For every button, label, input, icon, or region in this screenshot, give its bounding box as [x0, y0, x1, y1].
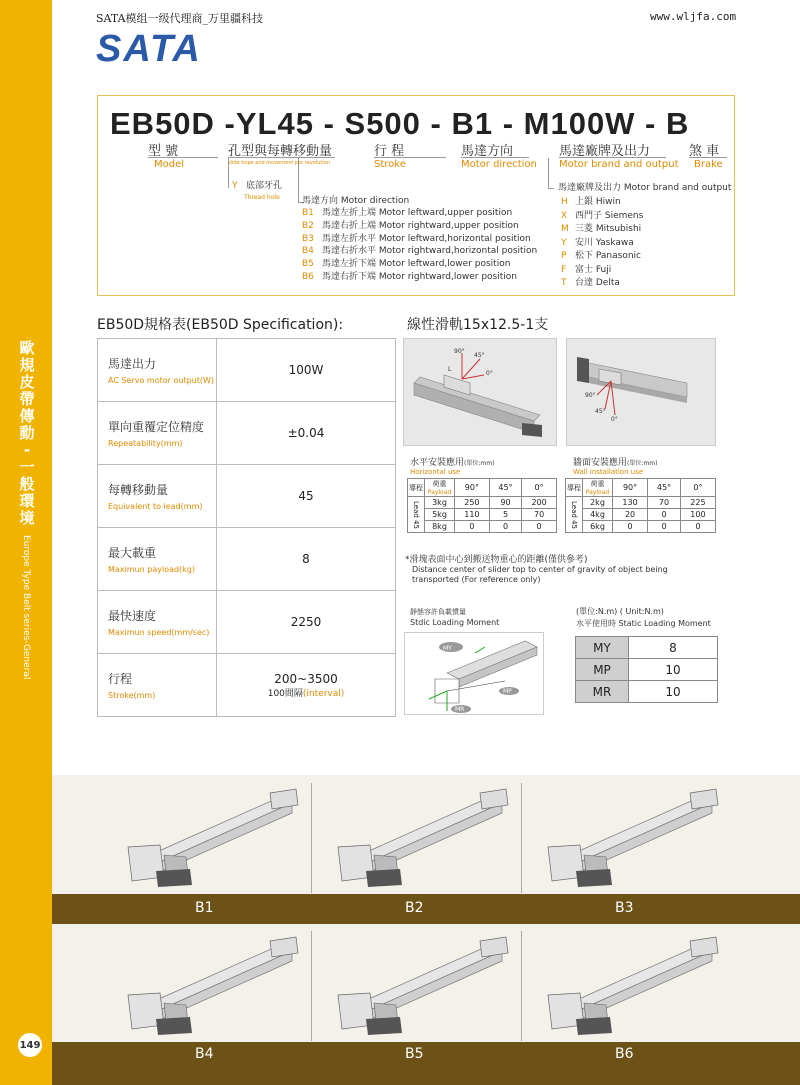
angle-header: 90°	[455, 479, 490, 497]
moment-key: MP	[576, 659, 629, 681]
page-number: 149	[18, 1033, 42, 1057]
brand-text: 西門子 Siemens	[575, 210, 644, 221]
header-distributor: SATA模组一级代理商_万里疆科技	[96, 12, 264, 25]
lead-label: Lead 45	[408, 497, 425, 533]
sidebar-title-char: -	[23, 441, 31, 459]
rail-variant-illustration	[120, 933, 300, 1038]
moment-row	[576, 637, 718, 659]
spec-name	[98, 528, 217, 591]
spec-value	[217, 591, 396, 654]
mini-table-cell: 70	[522, 509, 557, 521]
mini-table-header	[408, 479, 557, 497]
moment-diagram	[404, 632, 544, 715]
rail-variant-illustration	[120, 785, 300, 890]
variant-bar-bottom	[52, 1042, 800, 1085]
mini-table-cell: 5	[489, 509, 521, 521]
wall-angle-45: 45°	[595, 408, 606, 415]
guide-label: 導程	[408, 479, 425, 497]
label-direction-en: Motor direction	[461, 159, 537, 170]
model-code-box	[97, 95, 735, 296]
direction-key: B2	[302, 220, 314, 231]
horizontal-table	[407, 478, 557, 533]
mini-table-cell: 0	[455, 521, 490, 533]
payload-en: Payload	[585, 489, 610, 496]
label-hole-zh: 孔型與每轉移動量	[228, 144, 333, 159]
spec-name-zh: 馬達出力	[108, 357, 157, 371]
mini-table-cell: 250	[455, 497, 490, 509]
spec-row	[98, 528, 396, 591]
spec-name-en: Equivalent to lead(mm)	[108, 502, 203, 511]
variant-label-b3: B3	[615, 900, 634, 916]
spec-name-en: Maximun speed(mm/sec)	[108, 628, 210, 637]
variant-label-b2: B2	[405, 900, 424, 916]
direction-key: B3	[302, 233, 314, 244]
mini-table-cell: 130	[613, 497, 648, 509]
sidebar-title-char: 傳	[19, 407, 35, 425]
payload-en: Payload	[427, 489, 452, 496]
brand-key: H	[561, 197, 568, 207]
spec-name-zh: 最快速度	[108, 609, 157, 623]
spec-name-zh: 最大載重	[108, 546, 157, 560]
spec-value	[217, 339, 396, 402]
mr-label: MR	[455, 706, 465, 713]
angle-header: 90°	[613, 479, 648, 497]
mini-table-cell: 0	[613, 521, 648, 533]
spec-value	[217, 402, 396, 465]
spec-name-zh: 每轉移動量	[108, 483, 169, 497]
horiz-angle-45: 45°	[474, 352, 485, 359]
note-zh: *滑塊表面中心到搬送物重心的距離(僅供參考)	[405, 555, 588, 565]
moment-unit: (單位:N.m) ( Unit:N.m)	[576, 607, 664, 616]
mini-table-cell: 5kg	[425, 509, 455, 521]
brand-key: X	[561, 210, 568, 221]
sidebar-title	[16, 340, 38, 527]
spec-name-en: Maximun payload(kg)	[108, 565, 196, 574]
spec-value-text: 45	[298, 489, 314, 503]
brand-text: 松下 Panasonic	[575, 251, 641, 261]
rail-variant-illustration	[540, 933, 720, 1038]
mini-table-cell: 0	[522, 521, 557, 533]
mini-table-row	[566, 509, 716, 521]
label-brand-zh: 馬達廠牌及出力	[559, 144, 651, 159]
spec-row	[98, 465, 396, 528]
payload-zh: 荷重	[590, 480, 605, 488]
interval-zh: 100間隔	[267, 688, 303, 699]
moment-key: MR	[576, 681, 629, 703]
moment-row	[576, 659, 718, 681]
direction-text: 馬達左折水平 Motor leftward,horizontal position	[322, 233, 531, 244]
header-url[interactable]: www.wljfa.com	[650, 10, 737, 23]
moment-illustration	[405, 633, 545, 716]
spec-row	[98, 339, 396, 402]
mini-table-cell: 8kg	[425, 521, 455, 533]
brand-key: F	[561, 264, 567, 275]
direction-text: 馬達右折下端 Motor rightward,lower position	[322, 271, 517, 282]
spec-row	[98, 654, 396, 717]
spec-title: EB50D規格表(EB50D Specification):	[97, 317, 344, 333]
mini-table-row	[408, 521, 557, 533]
mini-table-cell: 100	[680, 509, 715, 521]
variant-label-b1: B1	[195, 900, 214, 916]
mini-table-cell: 0	[680, 521, 715, 533]
brand-text: 台達 Delta	[575, 278, 620, 288]
direction-text: 馬達右折上端 Motor rightward,upper position	[322, 220, 519, 231]
brand-text: 三菱 Mitsubishi	[575, 224, 642, 234]
variant-label-b4: B4	[195, 1046, 214, 1062]
moment-row	[576, 681, 718, 703]
angle-header: 0°	[522, 479, 557, 497]
payload-header	[583, 479, 613, 497]
mini-table-cell: 6kg	[583, 521, 613, 533]
direction-option	[302, 207, 537, 220]
variant-label-b5: B5	[405, 1046, 424, 1062]
sidebar-title-char: 皮	[19, 373, 35, 391]
mini-table-row	[566, 521, 716, 533]
mini-table-cell: 110	[455, 509, 490, 521]
direction-text: 馬達左折下端 Motor leftward,lower position	[322, 259, 511, 270]
direction-option	[302, 233, 537, 246]
brand-key: T	[561, 278, 567, 288]
sidebar-title-char: 環	[19, 492, 35, 510]
direction-key: B4	[302, 246, 314, 257]
label-stroke-zh: 行 程	[374, 144, 405, 159]
label-brake-zh: 煞 車	[689, 144, 720, 159]
wall-rail-illustration	[567, 339, 717, 447]
direction-text: 馬達右折水平 Motor rightward,horizontal position	[322, 246, 538, 257]
brand-title: 馬達廠牌及出力 Motor brand and output	[558, 183, 732, 193]
direction-title: 馬達方向 Motor direction	[302, 196, 410, 206]
mini-table-row	[408, 497, 557, 509]
sidebar-title-char: 境	[19, 509, 35, 527]
horiz-angle-90: 90°	[454, 348, 465, 355]
my-label: MY	[443, 645, 452, 652]
sidebar-title-char: 歐	[19, 339, 35, 357]
mini-table-cell: 0	[489, 521, 521, 533]
wall-table-title: 牆面安裝應用(單位:mm) Wall installation use	[573, 458, 658, 476]
moment-subtitle: 水平使用時 Static Loading Moment	[576, 619, 711, 628]
angle-header: 45°	[489, 479, 521, 497]
mini-table-cell: 200	[522, 497, 557, 509]
spec-name	[98, 339, 217, 402]
spec-table	[97, 338, 396, 717]
angle-header: 45°	[648, 479, 681, 497]
label-direction-zh: 馬達方向	[461, 144, 514, 159]
note-en-1: Distance center of slider top to center of gravity of object being	[412, 565, 668, 574]
brand-text: 安川 Yaskawa	[575, 237, 634, 248]
moment-title-en: Stdic Loading Moment	[410, 618, 500, 627]
mini-table-cell: 20	[613, 509, 648, 521]
mini-table-cell: 3kg	[425, 497, 455, 509]
horizontal-mount-diagram	[403, 338, 557, 446]
wall-mount-diagram	[566, 338, 716, 446]
mini-table-cell: 4kg	[583, 509, 613, 521]
sidebar-title-char: 般	[19, 475, 35, 493]
label-model-en: Model	[154, 159, 185, 170]
spec-name-en: AC Servo motor output(W)	[108, 376, 215, 385]
brand-option	[561, 210, 643, 224]
spec-name-zh: 單向重覆定位精度	[108, 420, 205, 434]
spec-name	[98, 654, 217, 717]
direction-option	[302, 258, 537, 271]
direction-key: B1	[302, 208, 314, 218]
sidebar-subtitle: Europe Type Belt series-General	[21, 535, 31, 680]
direction-option	[302, 220, 537, 233]
brand-option	[561, 277, 643, 291]
spec-value	[217, 465, 396, 528]
sata-logo: SATA	[96, 28, 202, 70]
model-code: EB50D -YL45 - S500 - B1 - M100W - B	[110, 106, 690, 141]
spec-name	[98, 591, 217, 654]
rail-variant-illustration	[540, 785, 720, 890]
brand-key: P	[561, 251, 567, 261]
mini-table-row	[566, 497, 716, 509]
sidebar-title-char: 規	[19, 356, 35, 374]
mini-table-cell: 0	[648, 509, 681, 521]
moment-value: 10	[629, 681, 718, 703]
spec-value-text: 200~3500	[274, 671, 338, 686]
lead-label: Lead 45	[566, 497, 583, 533]
label-stroke-en: Stroke	[374, 159, 406, 170]
payload-zh: 荷重	[432, 480, 447, 488]
mini-table-cell: 90	[489, 497, 521, 509]
horizontal-rail-illustration	[404, 339, 558, 447]
moment-title-zh: 靜態容許負載慣量	[410, 608, 466, 616]
spec-value-text: 8	[302, 552, 310, 566]
brand-option	[561, 223, 643, 237]
direction-text: 馬達左折上端 Motor leftward,upper position	[322, 208, 513, 218]
spec-name-zh: 行程	[108, 672, 133, 686]
label-model-zh: 型 號	[148, 144, 179, 159]
label-brake-en: Brake	[694, 159, 723, 170]
wall-table	[565, 478, 716, 533]
mini-table-row	[408, 509, 557, 521]
wall-angle-90: 90°	[585, 392, 596, 399]
thread-option: Y 底部牙孔	[232, 181, 283, 191]
brand-option	[561, 264, 643, 278]
mini-table-cell: 0	[648, 521, 681, 533]
direction-option	[302, 271, 537, 284]
rail-variant-illustration	[330, 933, 510, 1038]
spec-name	[98, 465, 217, 528]
variant-bar-top	[52, 894, 800, 924]
moment-value: 8	[629, 637, 718, 659]
spec-value	[217, 528, 396, 591]
payload-header	[425, 479, 455, 497]
sidebar-title-char: 一	[19, 458, 35, 476]
brand-option	[561, 196, 643, 210]
spec-name	[98, 402, 217, 465]
brand-option	[561, 250, 643, 264]
sidebar-title-char: 動	[19, 424, 35, 442]
rail-variant-illustration	[330, 785, 510, 890]
mini-table-header	[566, 479, 716, 497]
spec-row	[98, 402, 396, 465]
spec-name-en: Stroke(mm)	[108, 691, 156, 700]
mp-label: MP	[503, 688, 512, 695]
direction-key: B6	[302, 271, 314, 282]
spec-value-note	[217, 686, 395, 699]
sidebar-title-char: 帶	[19, 390, 35, 408]
moment-table	[575, 636, 718, 703]
spec-value-text: 100W	[288, 363, 324, 377]
mini-table-cell: 225	[680, 497, 715, 509]
note-en-2: transported (For reference only)	[412, 575, 541, 584]
interval-en: (interval)	[302, 688, 345, 699]
angle-header: 0°	[680, 479, 715, 497]
brand-text: 上銀 Hiwin	[575, 197, 621, 207]
spec-value-text: ±0.04	[287, 426, 325, 440]
rail-title: 線性滑軌15x12.5-1支	[407, 317, 549, 333]
moment-key: MY	[576, 637, 629, 659]
brand-key: Y	[561, 237, 567, 248]
label-brand-en: Motor brand and output	[559, 159, 679, 170]
mini-table-cell: 2kg	[583, 497, 613, 509]
mini-table-cell: 70	[648, 497, 681, 509]
brand-option	[561, 237, 643, 251]
brand-key: M	[561, 224, 569, 234]
sidebar	[0, 0, 52, 1085]
spec-value	[217, 654, 396, 717]
moment-value: 10	[629, 659, 718, 681]
horiz-length-label: L	[448, 366, 452, 373]
spec-value-text: 2250	[290, 615, 322, 629]
brand-text: 富士 Fuji	[575, 264, 612, 275]
thread-option-en: Thread hole	[244, 194, 280, 201]
spec-row	[98, 591, 396, 654]
variant-label-b6: B6	[615, 1046, 634, 1062]
wall-angle-0: 0°	[611, 416, 618, 423]
horiz-angle-0: 0°	[486, 370, 493, 377]
guide-label: 導程	[566, 479, 583, 497]
direction-key: B5	[302, 259, 314, 270]
label-hole-en: slide hope and movement per revolution	[228, 160, 330, 166]
spec-name-en: Repeatability(mm)	[108, 439, 183, 448]
direction-option	[302, 245, 537, 258]
horizontal-table-title: 水平安裝應用(單位:mm) Horizontal use	[410, 458, 495, 476]
